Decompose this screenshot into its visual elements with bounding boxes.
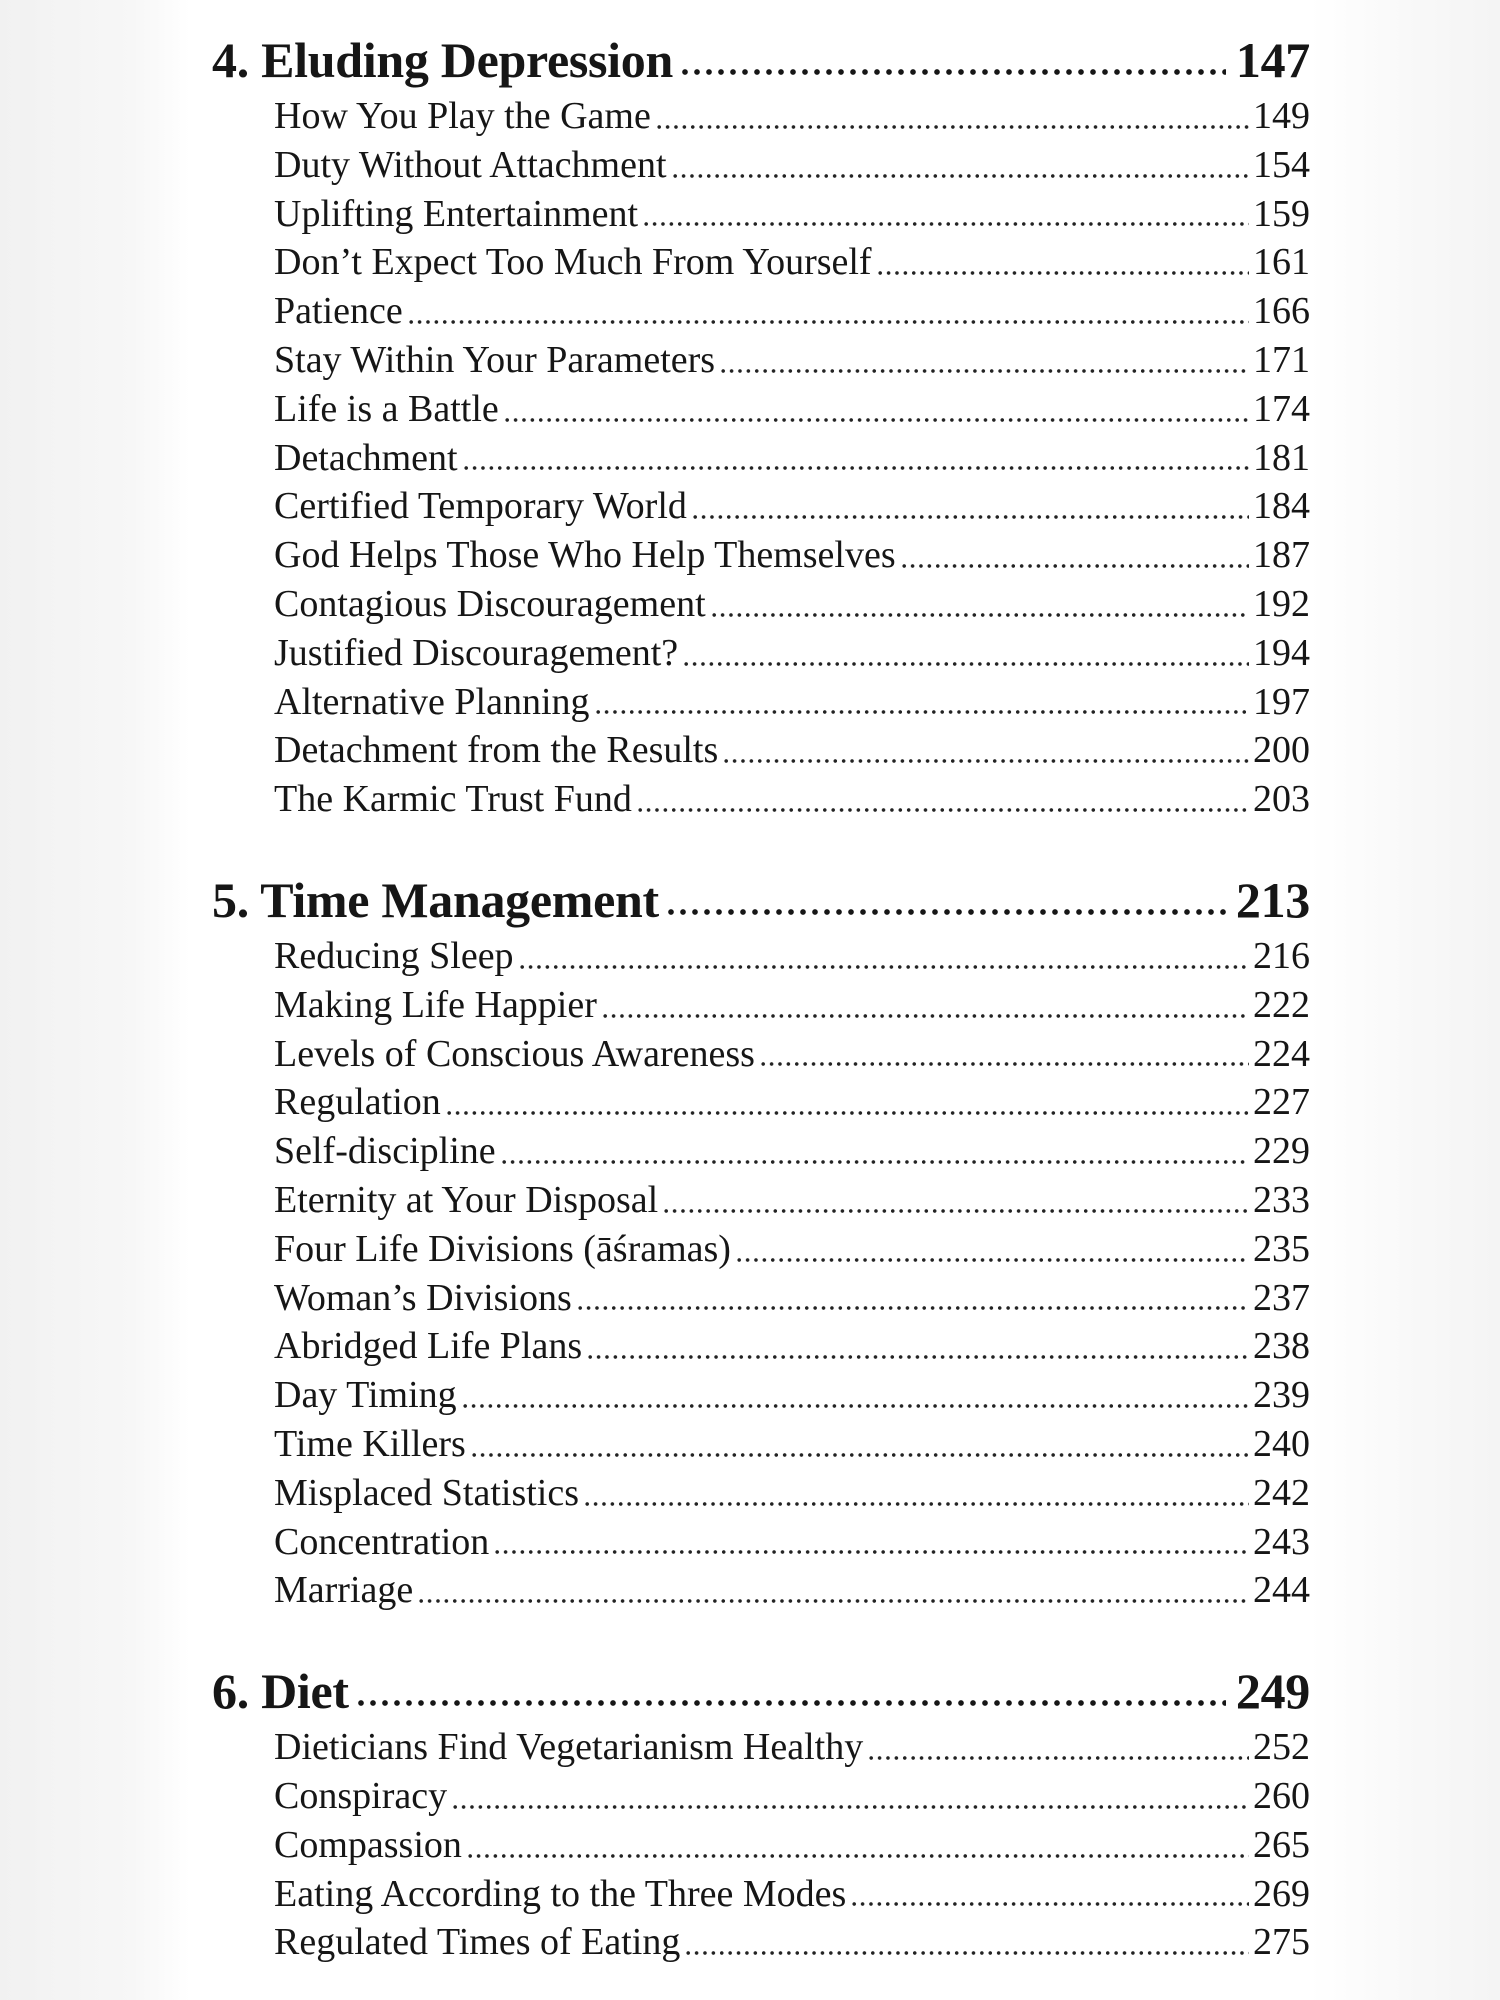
dot-leader: [684, 1949, 1249, 1957]
dot-leader: [461, 1402, 1249, 1410]
dot-leader: [601, 1012, 1249, 1020]
dot-leader: [407, 318, 1249, 326]
dot-leader: [671, 172, 1249, 180]
chapter-section: [212, 868, 1310, 1615]
dot-leader: [493, 1548, 1249, 1556]
dot-leader: [722, 757, 1249, 765]
entry-title: Justified Discouragement?: [274, 631, 679, 674]
toc-entry: [274, 1371, 1310, 1420]
entry-page-number: 229: [1253, 1130, 1310, 1173]
entry-title: Regulation: [274, 1081, 441, 1124]
toc-entry: [274, 1030, 1310, 1079]
entry-page-number: 197: [1253, 680, 1310, 723]
chapter-page-number: 213: [1235, 871, 1310, 928]
entry-page-number: 154: [1253, 143, 1310, 186]
entry-title: Self-discipline: [274, 1130, 496, 1173]
entry-page-number: 222: [1253, 983, 1310, 1026]
entry-title: Duty Without Attachment: [274, 143, 667, 186]
toc-entry: [274, 580, 1310, 629]
toc-entry: [274, 726, 1310, 775]
entry-title: Patience: [274, 290, 403, 333]
chapter-title: 5. Time Management: [212, 871, 659, 928]
chapter-heading: [212, 868, 1310, 932]
entry-page-number: 233: [1253, 1178, 1310, 1221]
toc-entry: [274, 336, 1310, 385]
dot-leader: [759, 1060, 1249, 1068]
entry-title: Don’t Expect Too Much From Yourself: [274, 241, 872, 284]
dot-leader: [876, 269, 1249, 277]
entry-page-number: 244: [1253, 1569, 1310, 1612]
entry-page-number: 181: [1253, 436, 1310, 479]
toc-entry: [274, 1127, 1310, 1176]
entry-title: Stay Within Your Parameters: [274, 338, 716, 381]
chapter-heading: [212, 1659, 1310, 1723]
entry-list: [212, 932, 1310, 1615]
toc-entry: [274, 385, 1310, 434]
entry-list: [212, 92, 1310, 824]
dot-leader: [710, 611, 1249, 619]
entry-page-number: 192: [1253, 582, 1310, 625]
chapter-heading: [212, 28, 1310, 92]
entry-page-number: 238: [1253, 1325, 1310, 1368]
toc-entry: [274, 1469, 1310, 1518]
entry-page-number: 187: [1253, 534, 1310, 577]
entry-page-number: 265: [1253, 1823, 1310, 1866]
toc-entry: [274, 775, 1310, 824]
dot-leader: [445, 1109, 1249, 1117]
entry-title: Day Timing: [274, 1374, 457, 1417]
toc-entry: [274, 1918, 1310, 1967]
toc-entry: [274, 629, 1310, 678]
toc-entry: [274, 678, 1310, 727]
toc-entry: [274, 1322, 1310, 1371]
chapter-page-number: 249: [1235, 1663, 1310, 1720]
dot-leader: [691, 513, 1249, 521]
entry-title: Making Life Happier: [274, 983, 597, 1026]
entry-page-number: 171: [1253, 338, 1310, 381]
toc-entry: [274, 981, 1310, 1030]
toc-entry: [274, 1274, 1310, 1323]
entry-page-number: 239: [1253, 1374, 1310, 1417]
entry-page-number: 227: [1253, 1081, 1310, 1124]
entry-title: God Helps Those Who Help Themselves: [274, 534, 896, 577]
dot-leader: [735, 1256, 1249, 1264]
entry-page-number: 149: [1253, 95, 1310, 137]
entry-title: How You Play the Game: [274, 95, 651, 137]
entry-title: Contagious Discouragement: [274, 582, 706, 625]
dot-leader: [665, 906, 1226, 918]
toc-entry: [274, 287, 1310, 336]
dot-leader: [451, 1803, 1249, 1811]
dot-leader: [417, 1597, 1249, 1605]
chapter-section: [212, 28, 1310, 824]
entry-title: Time Killers: [274, 1422, 466, 1465]
entry-page-number: 243: [1253, 1520, 1310, 1563]
entry-page-number: 269: [1253, 1872, 1310, 1915]
dot-leader: [466, 1852, 1249, 1860]
toc-entry: [274, 531, 1310, 580]
dot-leader: [900, 562, 1249, 570]
toc-entry: [274, 238, 1310, 287]
dot-leader: [719, 367, 1249, 375]
entry-page-number: 275: [1253, 1921, 1310, 1964]
dot-leader: [583, 1500, 1249, 1508]
toc-entry: [274, 1723, 1310, 1772]
toc-entry: [274, 1176, 1310, 1225]
toc-entry: [274, 932, 1310, 981]
entry-page-number: 159: [1253, 192, 1310, 235]
entry-page-number: 260: [1253, 1774, 1310, 1817]
dot-leader: [636, 806, 1249, 814]
dot-leader: [662, 1207, 1249, 1215]
toc-entry: [274, 482, 1310, 531]
chapter-title: 6. Diet: [212, 1663, 349, 1720]
entry-page-number: 242: [1253, 1471, 1310, 1514]
entry-title: Eternity at Your Disposal: [274, 1178, 659, 1221]
toc-entry: [274, 1566, 1310, 1615]
page-margin-shadow-right: [1310, 0, 1500, 2000]
entry-page-number: 240: [1253, 1422, 1310, 1465]
entry-title: Abridged Life Plans: [274, 1325, 583, 1368]
entry-title: Eating According to the Three Modes: [274, 1872, 847, 1915]
entry-title: Conspiracy: [274, 1774, 448, 1817]
dot-leader: [500, 1158, 1249, 1166]
chapter-page-number: 147: [1235, 32, 1310, 88]
entry-title: Concentration: [274, 1520, 490, 1563]
dot-leader: [462, 464, 1249, 472]
entry-title: Alternative Planning: [274, 680, 590, 723]
dot-leader: [503, 416, 1249, 424]
dot-leader: [470, 1451, 1249, 1459]
dot-leader: [867, 1754, 1249, 1762]
entry-page-number: 203: [1253, 778, 1310, 821]
chapter-title: 4. Eluding Depression: [212, 32, 673, 88]
entry-title: Certified Temporary World: [274, 485, 687, 528]
dot-leader: [586, 1353, 1249, 1361]
entry-title: Regulated Times of Eating: [274, 1921, 681, 1964]
toc-entry: [274, 1225, 1310, 1274]
toc-entry: [274, 1078, 1310, 1127]
dot-leader: [682, 660, 1249, 668]
toc-entry: [274, 1772, 1310, 1821]
entry-title: Misplaced Statistics: [274, 1471, 580, 1514]
entry-page-number: 224: [1253, 1032, 1310, 1075]
entry-page-number: 194: [1253, 631, 1310, 674]
entry-title: Life is a Battle: [274, 387, 499, 430]
entry-title: Compassion: [274, 1823, 462, 1866]
chapter-section: [212, 1659, 1310, 1967]
entry-page-number: 237: [1253, 1276, 1310, 1319]
entry-page-number: 161: [1253, 241, 1310, 284]
entry-title: Reducing Sleep: [274, 934, 514, 977]
dot-leader: [642, 220, 1249, 228]
toc-entry: [274, 141, 1310, 190]
dot-leader: [355, 1697, 1226, 1709]
dot-leader: [518, 963, 1249, 971]
toc-entry: [274, 1420, 1310, 1469]
entry-title: Woman’s Divisions: [274, 1276, 572, 1319]
toc-entry: [274, 434, 1310, 483]
dot-leader: [576, 1304, 1249, 1312]
entry-page-number: 216: [1253, 934, 1310, 977]
entry-page-number: 252: [1253, 1726, 1310, 1769]
dot-leader: [850, 1900, 1249, 1908]
entry-page-number: 200: [1253, 729, 1310, 772]
entry-title: Uplifting Entertainment: [274, 192, 639, 235]
dot-leader: [679, 66, 1226, 78]
entry-page-number: 174: [1253, 387, 1310, 430]
entry-title: Marriage: [274, 1569, 414, 1612]
entry-title: Detachment: [274, 436, 458, 479]
entry-page-number: 235: [1253, 1227, 1310, 1270]
toc-entry: [274, 1870, 1310, 1919]
toc-entry: [274, 190, 1310, 239]
entry-page-number: 184: [1253, 485, 1310, 528]
toc-entry: [274, 1518, 1310, 1567]
toc-entry: [274, 92, 1310, 141]
entry-title: Dieticians Find Vegetarianism Healthy: [274, 1726, 864, 1769]
entry-title: The Karmic Trust Fund: [274, 778, 632, 821]
entry-page-number: 166: [1253, 290, 1310, 333]
entry-title: Levels of Conscious Awareness: [274, 1032, 755, 1075]
toc-entry: [274, 1821, 1310, 1870]
dot-leader: [594, 708, 1249, 716]
dot-leader: [655, 123, 1249, 131]
entry-title: Four Life Divisions (āśramas): [274, 1227, 731, 1270]
entry-title: Detachment from the Results: [274, 729, 719, 772]
page-margin-shadow: [0, 0, 190, 2000]
entry-list: [212, 1723, 1310, 1967]
table-of-contents: [212, 28, 1310, 1967]
